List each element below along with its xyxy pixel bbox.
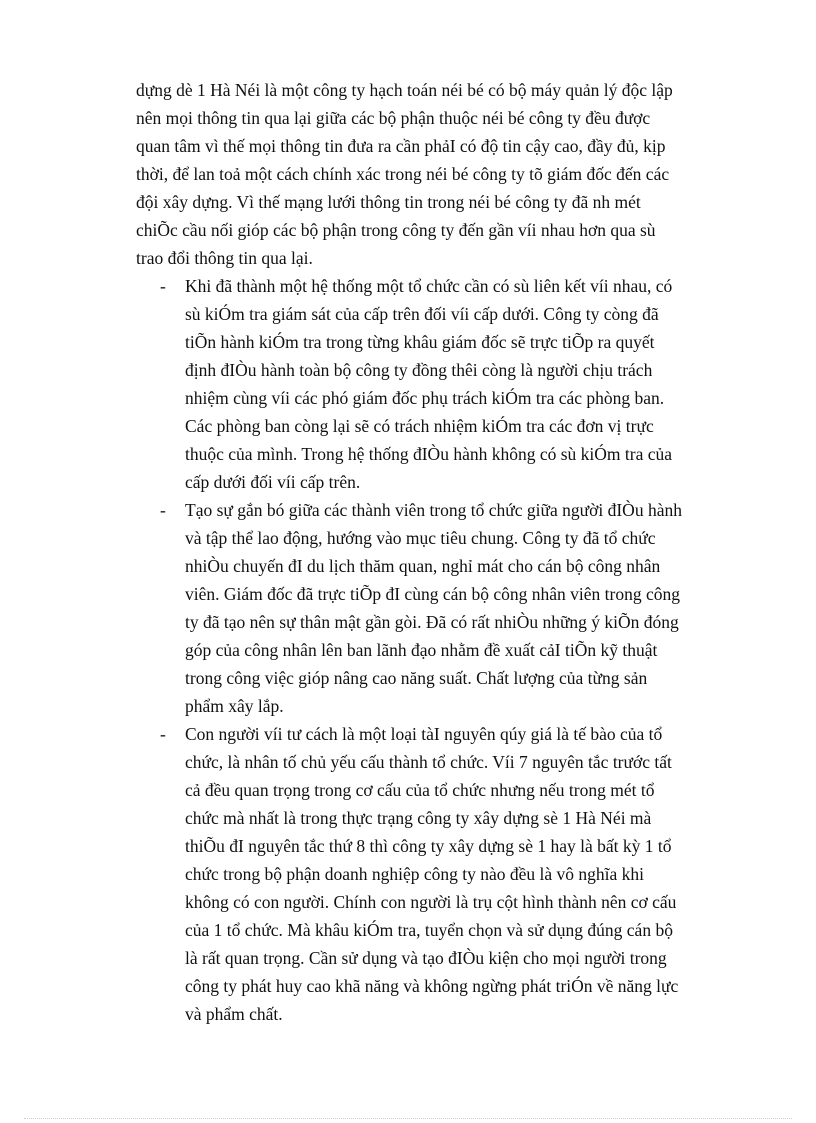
text-line: tiÕn hành kiÓm tra trong từng khâu giám đốc sẽ trực tiÕp ra quyết	[185, 332, 655, 352]
text-line: Khi đã thành một hệ thống một tổ chức cần có sù liên kết víi nhau, có	[185, 276, 673, 296]
text-line: định đIÒu hành toàn bộ công ty đồng thêi còng là người chịu trách	[185, 360, 653, 380]
dash-bullet: -	[160, 724, 166, 744]
text-line: trong công việc gióp nâng cao năng suất. Chất lượng của từng sản	[185, 668, 648, 688]
text-line: chức mà nhất là trong thực trạng công ty xây dựng sè 1 Hà Néi mà	[185, 808, 652, 828]
text-line: nhiệm cùng víi các phó giám đốc phụ trách kiÓm tra các phòng ban.	[185, 388, 665, 408]
text-line: là rất quan trọng. Cần sử dụng và tạo đIÒu kiện cho mọi người trong	[185, 948, 667, 968]
intro-paragraph	[136, 76, 736, 272]
text-line: và phẩm chất.	[185, 1004, 283, 1024]
text-line: Tạo sự gắn bó giữa các thành viên trong tổ chức giữa người đIÒu hành	[185, 500, 682, 520]
list-item-cohesion	[136, 496, 736, 720]
dash-bullet: -	[160, 276, 166, 296]
text-line: đội xây dựng. Vì thế mạng lưới thông tin trong néi bé công ty đã nh mét	[136, 192, 641, 212]
text-line: chức, là nhân tố chủ yếu cấu thành tổ chức. Víi 7 nguyên tắc trước tất	[185, 752, 672, 772]
text-line: góp của công nhân lên ban lãnh đạo nhằm đề xuất cảI tiÕn kỹ thuật	[185, 640, 658, 660]
text-line: dựng dè 1 Hà Néi là một công ty hạch toán néi bé có bộ máy quản lý độc lập	[136, 80, 673, 100]
text-line: ty đã tạo nên sự thân mật gần gòi. Đã có rất nhiÒu những ý kiÕn đóng	[185, 612, 679, 632]
text-line: phẩm xây lắp.	[185, 696, 284, 716]
text-line: viên. Giám đốc đã trực tiÕp đI cùng cán bộ công nhân viên trong công	[185, 584, 680, 604]
text-line: thiÕu đI nguyên tắc thứ 8 thì công ty xây dựng sè 1 hay là bất kỳ 1 tổ	[185, 836, 672, 856]
text-line: quan tâm vì thế mọi thông tin đưa ra cần phảI có độ tin cậy cao, đầy đủ, kịp	[136, 136, 666, 156]
text-line: Các phòng ban còng lại sẽ có trách nhiệm kiÓm tra các đơn vị trực	[185, 416, 654, 436]
list-item-human-resources	[136, 720, 736, 1028]
text-line: cả đều quan trọng trong cơ cấu của tổ chức nhưng nếu trong mét tổ	[185, 780, 655, 800]
list-item-supervision	[136, 272, 736, 496]
text-line: không có con người. Chính con người là trụ cột hình thành nên cơ cấu	[185, 892, 677, 912]
document-body	[136, 76, 736, 1028]
text-line: và tập thể lao động, hướng vào mục tiêu chung. Công ty đã tổ chức	[185, 528, 656, 548]
dash-bullet: -	[160, 500, 166, 520]
text-line: của 1 tổ chức. Mà khâu kiÓm tra, tuyển chọn và sử dụng đúng cán bộ	[185, 920, 673, 940]
text-line: trao đổi thông tin qua lại.	[136, 248, 313, 268]
text-line: chức trong bộ phận doanh nghiệp công ty nào đều là vô nghĩa khi	[185, 864, 645, 884]
text-line: Con người víi tư cách là một loại tàI nguyên qúy giá là tế bào của tổ	[185, 724, 663, 744]
text-line: cấp dưới đối víi cấp trên.	[185, 472, 361, 492]
text-line: thuộc của mình. Trong hệ thống đIÒu hành không có sù kiÓm tra của	[185, 444, 673, 464]
page-bottom-divider	[24, 1118, 792, 1119]
text-line: sù kiÓm tra giám sát của cấp trên đối víi cấp dưới. Công ty còng đã	[185, 304, 659, 324]
text-line: nên mọi thông tin qua lại giữa các bộ phận thuộc néi bé công ty đều được	[136, 108, 651, 128]
text-line: chiÕc cầu nối gióp các bộ phận trong công ty đến gần víi nhau hơn qua sù	[136, 220, 656, 240]
text-line: công ty phát huy cao khã năng và không ngừng phát triÓn về năng lực	[185, 976, 679, 996]
text-line: thời, để lan toả một cách chính xác trong néi bé công ty tõ giám đốc đến các	[136, 164, 670, 184]
bullet-list	[136, 272, 736, 1028]
text-line: nhiÒu chuyến đI du lịch thăm quan, nghỉ mát cho cán bộ công nhân	[185, 556, 661, 576]
